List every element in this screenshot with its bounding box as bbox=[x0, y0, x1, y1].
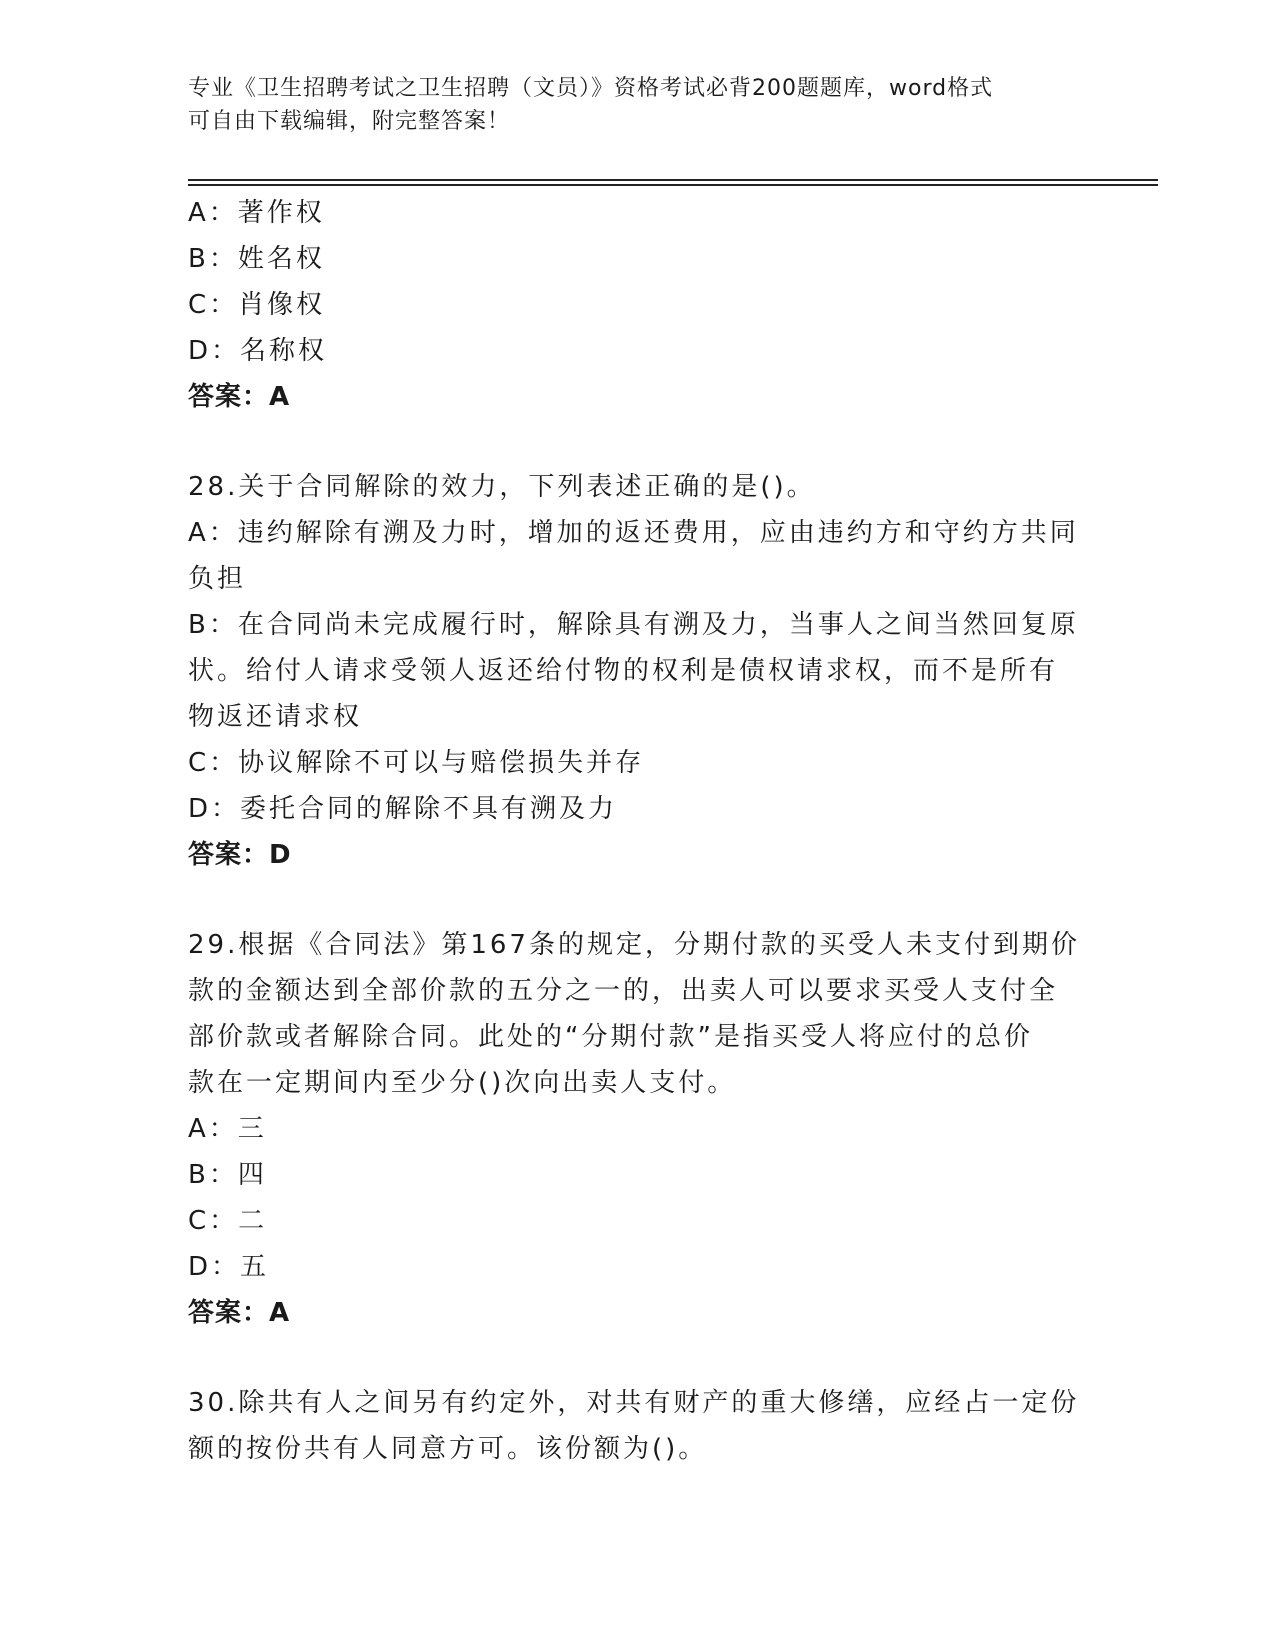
header-divider-bottom bbox=[188, 184, 1158, 186]
spacer bbox=[188, 1336, 1068, 1380]
question-list bbox=[188, 190, 1080, 1472]
answer: 答案：D bbox=[188, 840, 292, 870]
option-a-line-2: 负担 bbox=[188, 564, 247, 594]
header-line-1: 专业《卫生招聘考试之卫生招聘（文员）》资格考试必背200题题库，word格式 bbox=[188, 76, 994, 101]
option-c: C：二 bbox=[188, 1206, 268, 1236]
answer: 答案：A bbox=[188, 382, 291, 412]
option-a: A：三 bbox=[188, 1114, 267, 1144]
question-stem-line-3: 部价款或者解除合同。此处的“分期付款”是指买受人将应付的总价 bbox=[188, 1022, 1033, 1052]
question-stem-line-1: 29.根据《合同法》第167条的规定，分期付款的买受人未支付到期价 bbox=[188, 930, 1080, 960]
header-divider-top bbox=[188, 179, 1158, 181]
option-d: D：委托合同的解除不具有溯及力 bbox=[188, 794, 618, 824]
question-stem: 28.关于合同解除的效力，下列表述正确的是()。 bbox=[188, 472, 816, 502]
option-c: C：协议解除不可以与赔偿损失并存 bbox=[188, 748, 645, 778]
spacer bbox=[188, 878, 1068, 922]
option-d: D：名称权 bbox=[188, 336, 328, 366]
question-30 bbox=[188, 1380, 1080, 1472]
question-stem-line-2: 款的金额达到全部价款的五分之一的，出卖人可以要求买受人支付全 bbox=[188, 976, 1059, 1006]
option-d: D：五 bbox=[188, 1252, 270, 1282]
option-c: C：肖像权 bbox=[188, 290, 326, 320]
option-b-line-1: B：在合同尚未完成履行时，解除具有溯及力，当事人之间当然回复原 bbox=[188, 610, 1079, 640]
question-stem-line-1: 30.除共有人之间另有约定外，对共有财产的重大修缮，应经占一定份 bbox=[188, 1388, 1080, 1418]
spacer bbox=[188, 420, 1068, 464]
option-b: B：姓名权 bbox=[188, 244, 325, 274]
document-header bbox=[188, 72, 1088, 138]
question-27 bbox=[188, 190, 1068, 420]
option-b-line-2: 状。给付人请求受领人返还给付物的权利是债权请求权，而不是所有 bbox=[188, 656, 1059, 686]
question-stem-line-4: 款在一定期间内至少分()次向出卖人支付。 bbox=[188, 1068, 737, 1098]
answer: 答案：A bbox=[188, 1298, 291, 1328]
option-a-line-1: A：违约解除有溯及力时，增加的返还费用，应由违约方和守约方共同 bbox=[188, 518, 1079, 548]
question-29 bbox=[188, 922, 1080, 1336]
question-28 bbox=[188, 464, 1079, 878]
option-b-line-3: 物返还请求权 bbox=[188, 702, 363, 732]
header-line-2: 可自由下载编辑，附完整答案！ bbox=[188, 109, 511, 134]
option-a: A：著作权 bbox=[188, 198, 325, 228]
question-stem-line-2: 额的按份共有人同意方可。该份额为()。 bbox=[188, 1434, 708, 1464]
option-b: B：四 bbox=[188, 1160, 267, 1190]
